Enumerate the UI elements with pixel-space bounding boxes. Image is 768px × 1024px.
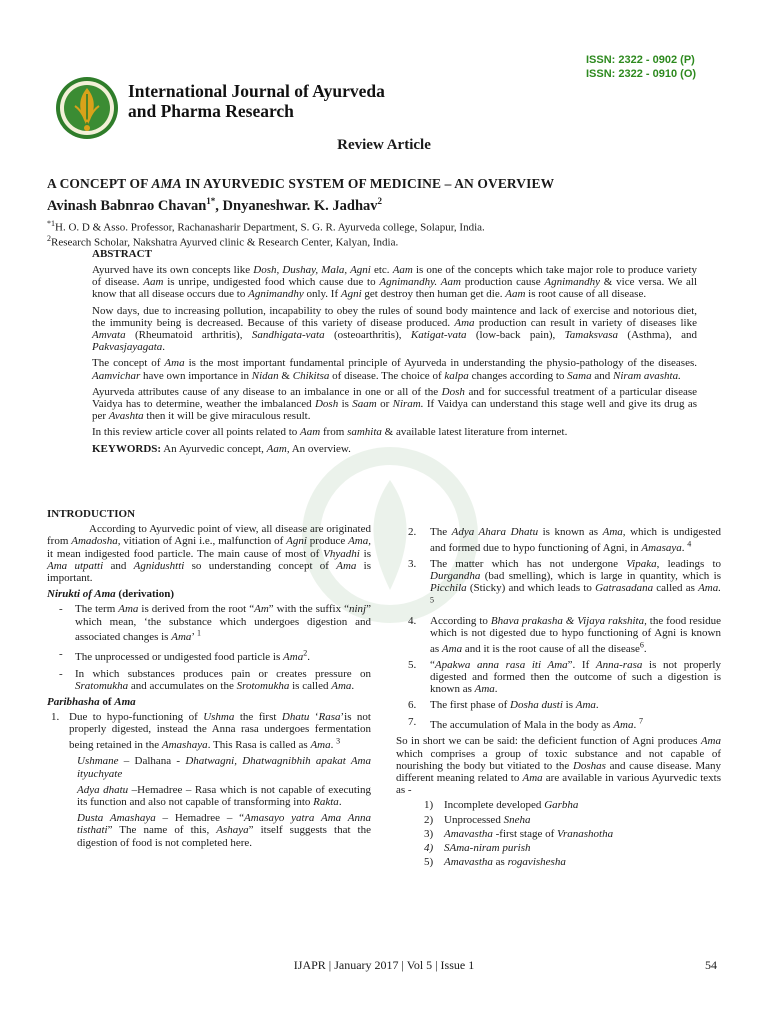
text-run: . [351, 679, 355, 692]
paper-title [47, 176, 554, 192]
text-run: ” which mean, ‘the substance which undergoes digestion and associated changes is [75, 603, 371, 644]
list-number: 1. [51, 711, 60, 724]
text-run: which comprises a group of toxic substance and not capable of nourishing the body but vitiated to the [396, 747, 721, 772]
italic-term: Katigat-vata [410, 329, 467, 342]
text-run: . [681, 541, 688, 554]
affiliation-2-text: Research Scholar, Nakshatra Ayurved clinic & Research Center, Kalyan, India. [51, 236, 399, 249]
italic-term: Dosh [314, 398, 339, 411]
bullet-dash: - [59, 647, 63, 660]
italic-term: Gatrasadana [595, 582, 654, 595]
italic-term: Saam [352, 398, 377, 411]
list-item-text [69, 711, 371, 751]
text-run: is known as [538, 526, 603, 538]
text-run: Unprocessed [444, 813, 504, 826]
italic-term: Sneha [503, 813, 531, 826]
text-run: –Hemadree – Rasa which is not capable of executing its function and also not capable of transforming into [77, 783, 371, 809]
list-number: 3) [424, 827, 434, 840]
italic-term: Ushmane [77, 755, 119, 768]
left-column [47, 508, 371, 853]
text-run: The first phase of [430, 699, 511, 712]
abstract-paragraph [92, 357, 697, 381]
italic-term: rogavishesha [507, 856, 566, 869]
italic-term: Aamvichar [92, 369, 141, 382]
definition-item [47, 755, 371, 779]
bullet-dash: - [59, 603, 63, 616]
page-number: 54 [705, 958, 717, 972]
text-run: etc. [370, 264, 393, 276]
text-run: In this review article cover all points related to [92, 426, 301, 439]
reference-superscript: 4 [687, 539, 692, 549]
text-run: & available latest literature from internet. [381, 426, 568, 439]
author-1-sup: 1* [206, 196, 216, 206]
list-item [47, 711, 371, 751]
italic-term: Dosh [441, 385, 465, 398]
affiliation-2-sup: 2 [47, 234, 51, 243]
text-run: The accumulation of Mala in the body as [430, 719, 614, 732]
text-run: is the most important fundamental principle of Ayurveda in understanding the physio-pathology of the diseases. [184, 357, 697, 370]
list-number: 4. [408, 614, 417, 627]
italic-term: Vipaka [626, 558, 657, 571]
italic-term: Tamaksvasa [564, 329, 619, 342]
text-run: and it is the root cause of all the disease [462, 642, 640, 655]
meaning-item-text [444, 814, 530, 826]
definition-item [47, 812, 371, 849]
italic-term: Adya Ahara Dhatu [451, 526, 539, 538]
list-number: 1) [424, 799, 434, 812]
text-run: so understanding concept of [184, 559, 337, 572]
italic-term: Ama [700, 735, 721, 748]
text-run: & [278, 369, 293, 382]
section-heading-paribhasha [47, 696, 371, 708]
text-run: . [307, 651, 310, 664]
right-column [396, 526, 721, 871]
text-run: production can result in variety of diseases like [474, 316, 697, 329]
text-run: ’ [191, 631, 197, 644]
text-run: then it will be give miraculous result. [143, 410, 311, 423]
italic-term: Ama utpatti [47, 559, 104, 572]
text-run: production cause [460, 276, 545, 289]
text-run: Ayurveda attributes cause of any disease to an imbalance in one or all of the [92, 385, 442, 398]
italic-term: Durgandha [430, 570, 481, 583]
list-item-text [430, 659, 721, 695]
text-run: is [562, 699, 576, 712]
abstract [92, 264, 697, 459]
text-run: The unprocessed or undigested food particle is [75, 651, 284, 664]
reference-superscript: 1 [197, 628, 201, 638]
issn-block [586, 53, 696, 81]
text-run: (Sticky) and which leads to [466, 582, 596, 595]
abstract-paragraph [92, 264, 697, 301]
list-item-text [430, 526, 721, 554]
italic-term: Dhatu [281, 711, 310, 724]
italic-term: Amashaya [161, 739, 208, 752]
text-run: . [643, 642, 647, 655]
text-run: According to [430, 614, 491, 627]
list-item-text [75, 603, 371, 643]
italic-term: Ama [283, 651, 304, 664]
text-run: is unripe, undigested food which cause due to [163, 276, 380, 289]
italic-term: Sama [567, 369, 592, 382]
text-run: . [330, 739, 337, 752]
text-run: and for successful treatment of a particular disease Vaidya has to determine, weather the imbalanced [92, 385, 697, 411]
italic-term: Amadosha, [71, 535, 121, 548]
text-run: (Rheumatoid arthritis), [125, 329, 252, 342]
list-item [47, 648, 371, 664]
meaning-item-text [444, 799, 578, 811]
italic-term: Amasayo yatra Ama Anna tisthati [77, 812, 371, 837]
nirukti-heading-italic: Nirukti of Ama [47, 588, 116, 601]
italic-term: Ama. [698, 582, 721, 595]
reference-superscript: 6 [639, 639, 644, 649]
paribhasha-heading-of: of [99, 695, 115, 708]
italic-term: Am [254, 603, 269, 616]
list-number: 2) [424, 813, 434, 826]
text-run: (bad smelling), which is large in quantity, which is [480, 570, 721, 583]
meaning-item [396, 856, 721, 868]
author-2: Dnyaneshwar. K. Jadhav [222, 197, 378, 214]
text-run: have own importance in [140, 369, 252, 382]
italic-term: Ama [522, 772, 543, 785]
text-run: The matter which has not undergone [430, 558, 627, 571]
italic-term: ninj [348, 603, 367, 616]
italic-term: Ama [331, 679, 352, 692]
text-run: is root cause of all disease. [525, 288, 647, 301]
journal-title-line2: and Pharma Research [128, 101, 294, 121]
text-run: An Ayurvedic concept, [161, 442, 267, 455]
italic-term: Rakta [313, 796, 339, 809]
meaning-item-text [444, 856, 566, 868]
text-run: is not properly digested and formed then the outcome of such a digestion is known as [430, 658, 721, 696]
text-run: Due to hypo-functioning of [69, 711, 204, 724]
italic-term: Anna-rasa [595, 658, 643, 671]
italic-term: Aam [505, 288, 526, 301]
issn-online: ISSN: 2322 - 0910 (O) [586, 68, 697, 80]
italic-term: Ama [474, 683, 495, 696]
author-1: Avinash Babnrao Chavan [47, 197, 207, 214]
text-run: & vice versa. We all know that all disease occurs due to [92, 276, 697, 301]
meaning-item [396, 799, 721, 811]
italic-term: kalpa [444, 369, 469, 382]
paper-title-post: IN AYURVEDIC SYSTEM OF MEDICINE – AN OVERVIEW [181, 176, 555, 191]
text-run: is important. [47, 559, 372, 585]
italic-term: Dhatwagni, Dhatwagnibhih apakat Ama ityuchyate [77, 755, 372, 780]
text-run: of disease. The choice of [329, 369, 445, 382]
text-run: In which substances produces pain or creates pressure on [75, 667, 371, 680]
italic-term: Agni [340, 288, 362, 301]
section-heading-nirukti [47, 588, 371, 600]
list-item-text [75, 648, 310, 664]
italic-term: Agnimandhy. Aam [379, 276, 461, 289]
text-run: ”. If [567, 658, 596, 671]
issn-print: ISSN: 2322 - 0902 (P) [586, 54, 695, 66]
journal-title [128, 81, 385, 121]
journal-logo-icon [55, 76, 119, 140]
italic-term: Sratomukha [75, 679, 129, 692]
italic-term: Sandhigata-vata [251, 329, 325, 342]
italic-term: Ama [336, 559, 357, 572]
text-run: – Hemadree – “ [155, 812, 245, 825]
page-footer: IJAPR | January 2017 | Vol 5 | Issue 1 [293, 958, 475, 972]
affiliation-2 [47, 232, 398, 250]
text-run: is derived from the root “ [138, 603, 255, 616]
text-run: get destroy then human get die. [361, 288, 506, 301]
text-run: – Dalhana - [118, 755, 186, 768]
section-heading-introduction: INTRODUCTION [47, 508, 136, 520]
list-item [396, 615, 721, 655]
text-run: and cause disease. Many different meaning related to [396, 759, 721, 785]
italic-term: Aam [143, 276, 164, 289]
text-run: . This Rasa is called as [207, 739, 311, 752]
italic-term: Ama [164, 357, 185, 370]
affiliation-1-text: H. O. D & Asso. Professor, Rachanasharir Department, S. G. R. Ayurveda college, Solapur, India. [55, 221, 485, 234]
list-number: 2. [408, 526, 417, 538]
list-item [396, 659, 721, 696]
italic-term: Ama [575, 699, 596, 712]
italic-term: Niram. [392, 398, 424, 411]
italic-term: Srotomukha [236, 679, 290, 692]
list-item [396, 716, 721, 732]
text-run: Now days, due to increasing pollution, incapability to obey the rules of sound body maintence and lack of exercise and notorious diet, the immunity being is decreased. Because of this variety of disease produced. [92, 304, 697, 329]
keywords-text [161, 443, 351, 455]
text-run: is [359, 547, 371, 560]
bullet-dash: - [59, 667, 63, 680]
meaning-item [396, 814, 721, 826]
list-item [396, 558, 721, 610]
italic-term: samhita [347, 426, 382, 439]
list-number: 7. [408, 715, 417, 728]
text-run: vitiation of Agni i.e., malfunction of [120, 535, 287, 548]
italic-term: Picchila [430, 582, 467, 595]
text-run: ” The name of this, [107, 824, 217, 837]
italic-term: Avashta [108, 410, 144, 423]
reference-superscript: 7 [638, 716, 643, 726]
italic-term: Ushma [203, 711, 235, 724]
author-2-sup: 2 [377, 196, 383, 206]
italic-term: Doshas [572, 759, 606, 772]
italic-term: Amavastha [444, 827, 493, 840]
article-type: Review Article [337, 137, 431, 153]
keywords-label: KEYWORDS: [92, 442, 162, 455]
list-number: 3. [408, 558, 417, 571]
text-run: . [338, 796, 342, 809]
italic-term: Ama [441, 642, 463, 655]
italic-term: Bhava prakasha & Vijaya rakshita, [490, 614, 647, 627]
text-run: only. If [303, 288, 341, 301]
italic-term: Aam, [266, 442, 290, 455]
italic-term: Dosh, Dushay, Mala, Agni [253, 264, 371, 276]
summary-paragraph [396, 735, 721, 796]
meaning-item [396, 842, 721, 854]
text-run: “ [430, 658, 435, 671]
meaning-item-text [444, 842, 530, 854]
italic-term: Amvata [92, 329, 126, 342]
italic-term: Vranashotha [557, 827, 614, 840]
list-number: 6. [408, 699, 417, 712]
list-number: 5) [424, 856, 434, 869]
italic-term: Garbha [544, 799, 579, 812]
paribhasha-heading-italic: Paribhasha [47, 695, 100, 708]
list-item-text [430, 699, 599, 711]
list-item-text [430, 615, 721, 655]
paper-title-italic: AMA [151, 176, 182, 191]
paper-title-pre: A CONCEPT OF [47, 176, 152, 191]
text-run: Ayurved have its own concepts like [92, 264, 254, 276]
definition-item [47, 784, 371, 808]
text-run: it mean indigested food particle. The main cause of most of [47, 547, 324, 560]
italic-term: Vhyadhi [323, 547, 360, 560]
text-run: as [492, 856, 508, 869]
list-item [396, 526, 721, 554]
abstract-paragraph [92, 386, 697, 423]
list-number: 5. [408, 658, 417, 671]
italic-term: Ama [613, 719, 634, 732]
text-run: . [595, 699, 599, 712]
list-item-text [430, 558, 721, 610]
text-run: (low-back pain), [466, 329, 565, 342]
text-run: and [103, 559, 134, 572]
intro-paragraph [47, 523, 371, 584]
italic-term: Pakvasjayagata [92, 341, 163, 354]
text-run: ’is not properly digested, instead the Anna rasa undergoes fermentation being retained in the [69, 711, 371, 752]
text-run: ” with the suffix “ [268, 603, 349, 616]
text-run: is called [289, 679, 332, 692]
italic-term: Ashaya [216, 824, 249, 837]
abstract-paragraph [92, 305, 697, 354]
text-run: changes according to [468, 369, 568, 382]
list-number: 4) [424, 842, 434, 855]
abstract-heading: ABSTRACT [92, 248, 152, 260]
italic-term: Niram avashta. [613, 369, 681, 382]
text-run: (osteoarthritis), [324, 329, 411, 342]
reference-superscript: 5 [430, 595, 434, 605]
text-run: from [320, 426, 348, 439]
keywords [92, 443, 697, 455]
italic-term: Ama, [348, 535, 371, 548]
italic-term: Agni [286, 535, 307, 548]
text-run: The [430, 526, 452, 538]
text-run: Incomplete developed [444, 799, 545, 812]
reference-superscript: 3 [336, 736, 341, 746]
text-run: called as [653, 582, 699, 595]
journal-title-line1: International Journal of Ayurveda [128, 81, 385, 101]
italic-term: Agnidushtti [133, 559, 185, 572]
italic-term: Ama [454, 316, 475, 329]
italic-term: Ama, [602, 526, 626, 538]
text-run: is one of the concepts which take major role to produce variety of disease. [92, 264, 698, 289]
italic-term: Nidan [251, 369, 279, 382]
text-run: which is undigested and formed due to hypo functioning of Agni, in [430, 526, 721, 554]
text-run: -first stage of [492, 827, 558, 840]
italic-term: Agnimandhy [248, 288, 304, 301]
text-run: So in short we can be said: the deficient function of Agni produces [396, 735, 701, 748]
text-run: ” itself suggests that the digestion of food is not completed here. [77, 824, 371, 849]
text-run: or [376, 398, 393, 411]
reference-superscript: 2 [303, 648, 308, 658]
list-item-text [75, 668, 371, 692]
italic-term: Rasa [318, 711, 341, 724]
text-run: (Asthma), and [618, 329, 697, 342]
text-run: are available in various Ayurvedic texts as - [396, 772, 721, 797]
italic-term: Ama [118, 603, 139, 616]
text-run: An overview. [289, 442, 351, 455]
author-sep: , [215, 197, 223, 214]
text-run: . [633, 719, 639, 732]
list-item-text [430, 716, 643, 732]
italic-term: Aam [392, 264, 413, 276]
affiliation-1-sup: *1 [47, 219, 55, 228]
italic-term: Chikitsa [292, 369, 330, 382]
italic-term: Amasaya [641, 541, 682, 554]
list-item [47, 668, 371, 692]
text-run: , leadings to [656, 558, 722, 571]
text-run: If Vaidya can understand this stage well and give its drug as per [92, 398, 697, 423]
authors [47, 196, 382, 215]
text-run: and [591, 369, 614, 382]
italic-term: Agnimandhy [544, 276, 600, 289]
list-item [47, 603, 371, 643]
paribhasha-heading-ama: Ama [114, 695, 136, 708]
text-run: ‘ [309, 711, 319, 724]
italic-term: Ama [171, 631, 192, 644]
text-run: is [338, 398, 353, 411]
text-run: and accumulates on the [128, 679, 237, 692]
text-run: the first [234, 711, 282, 724]
text-run: The term [75, 603, 119, 616]
italic-term: Ama [310, 739, 331, 752]
text-run: produce [306, 535, 349, 548]
italic-term: Dosha dusti [510, 699, 563, 712]
italic-term: Amavastha [444, 856, 493, 869]
text-run: the food residue which is not digested due to hypo functioning of Agni is known as [430, 614, 722, 655]
text-run: . [162, 341, 166, 354]
list-item [396, 699, 721, 711]
italic-term: Adya dhatu [77, 783, 129, 796]
text-run: The concept of [92, 357, 165, 370]
meaning-item-text [444, 828, 613, 840]
nirukti-heading-rest: (derivation) [115, 588, 175, 601]
meaning-item [396, 828, 721, 840]
abstract-paragraph [92, 426, 697, 438]
italic-term: Apakwa anna rasa iti Ama [434, 658, 568, 671]
italic-term: Aam [300, 426, 321, 439]
text-run: According to Ayurvedic point of view, all disease are originated from [47, 523, 371, 548]
text-run: . [494, 683, 498, 696]
italic-term: Dusta Amashaya [77, 812, 156, 825]
italic-term: SAma-niram purish [444, 842, 531, 855]
